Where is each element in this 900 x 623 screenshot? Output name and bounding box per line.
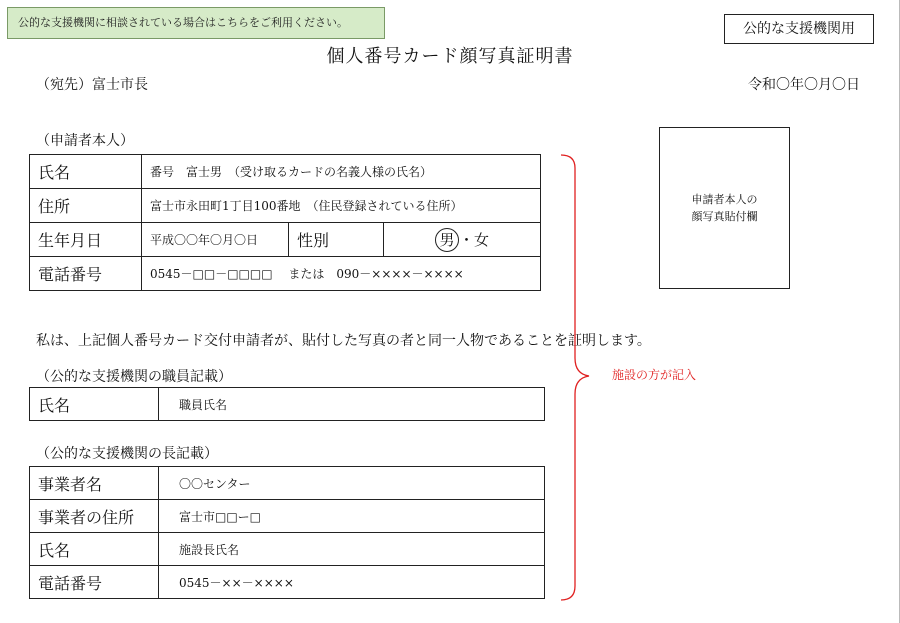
applicant-heading: （申請者本人） xyxy=(36,133,134,149)
head-name-field[interactable]: 施設長氏名 xyxy=(159,533,545,566)
annotation-filled-by-facility: 施設の方が記入 xyxy=(612,368,697,382)
business-address-label: 事業者の住所 xyxy=(30,500,159,533)
address-field[interactable]: 富士市永田町1丁目100番地 （住民登録されている住所） xyxy=(142,189,541,223)
document-date: 令和〇年〇月〇日 xyxy=(748,77,860,93)
photo-box-line1: 申請者本人の xyxy=(691,193,758,206)
table-row xyxy=(30,189,541,223)
photo-box-line2: 顔写真貼付欄 xyxy=(691,210,758,223)
curly-brace-icon xyxy=(555,150,600,605)
staff-name-label: 氏名 xyxy=(30,388,159,421)
head-phone-field[interactable]: 0545－××－×××× xyxy=(159,566,545,599)
applicant-table xyxy=(29,154,541,291)
sex-separator: ・ xyxy=(458,230,474,249)
head-name-label: 氏名 xyxy=(30,533,159,566)
sex-label: 性別 xyxy=(289,223,384,257)
name-field[interactable]: 番号 富士男 （受け取るカードの名義人様の氏名） xyxy=(142,155,541,189)
sex-female: 女 xyxy=(474,230,490,249)
business-name-label: 事業者名 xyxy=(30,467,159,500)
phone-label: 電話番号 xyxy=(30,257,142,291)
addressee: （宛先）富士市長 xyxy=(36,77,148,93)
head-phone-label: 電話番号 xyxy=(30,566,159,599)
staff-name-field[interactable]: 職員氏名 xyxy=(159,388,545,421)
table-row xyxy=(30,500,545,533)
name-label: 氏名 xyxy=(30,155,142,189)
address-label: 住所 xyxy=(30,189,142,223)
form-type-label: 公的な支援機関用 xyxy=(724,14,874,44)
dob-field[interactable]: 平成〇〇年〇月〇日 xyxy=(142,223,289,257)
business-address-field[interactable]: 富士市□□ー□ xyxy=(159,500,545,533)
table-row xyxy=(30,533,545,566)
phone-field[interactable]: 0545－□□－□□□□ または 090－××××－×××× xyxy=(142,257,541,291)
staff-heading: （公的な支援機関の職員記載） xyxy=(36,369,232,385)
photo-attachment-box xyxy=(659,127,790,289)
sex-male-circled: 男 xyxy=(435,228,459,252)
table-row xyxy=(30,223,541,257)
staff-table xyxy=(29,387,545,421)
certification-statement: 私は、上記個人番号カード交付申請者が、貼付した写真の者と同一人物であることを証明します。 xyxy=(36,333,651,349)
dob-label: 生年月日 xyxy=(30,223,142,257)
document-title: 個人番号カード顔写真証明書 xyxy=(326,46,574,67)
table-row xyxy=(30,388,545,421)
sex-field[interactable] xyxy=(384,223,541,257)
head-heading: （公的な支援機関の長記載） xyxy=(36,446,218,462)
table-row xyxy=(30,566,545,599)
usage-banner: 公的な支援機関に相談されている場合はこちらをご利用ください。 xyxy=(7,7,385,39)
table-row xyxy=(30,155,541,189)
head-table xyxy=(29,466,545,599)
table-row xyxy=(30,257,541,291)
business-name-field[interactable]: 〇〇センター xyxy=(159,467,545,500)
table-row xyxy=(30,467,545,500)
